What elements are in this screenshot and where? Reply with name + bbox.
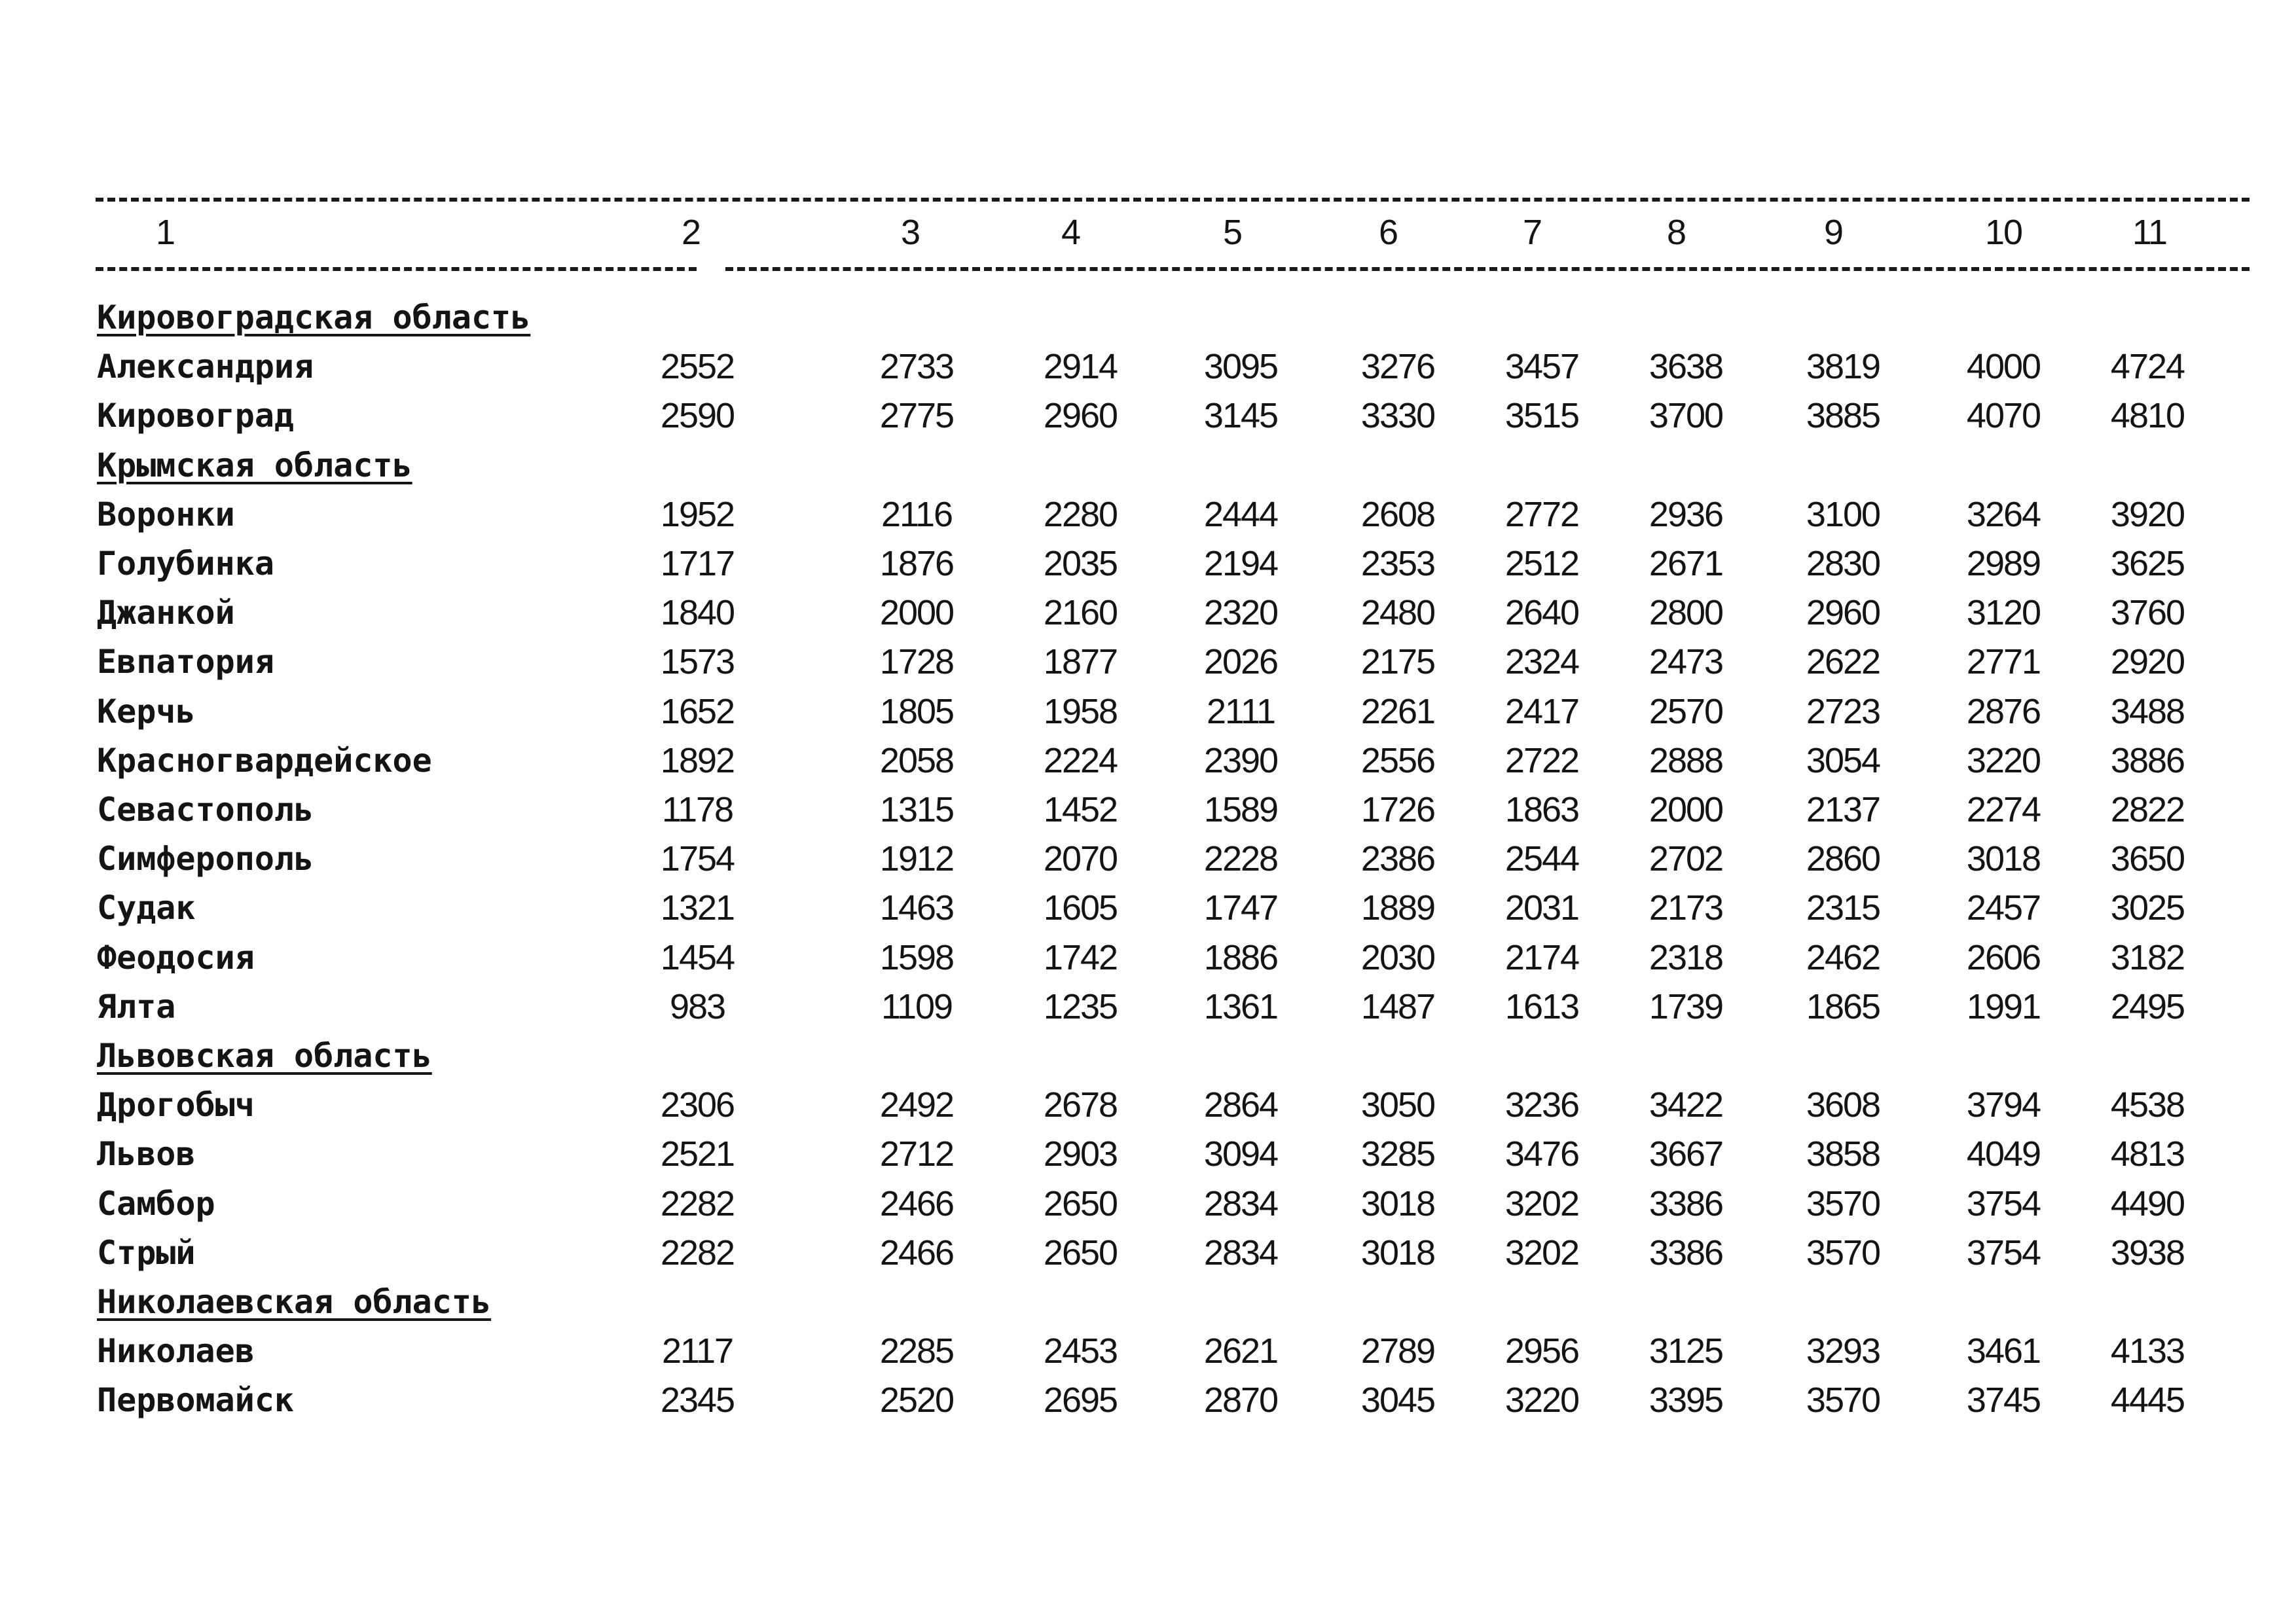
value-cell-col-5: 1361 bbox=[1203, 987, 1278, 1026]
value-cell-col-6: 2789 bbox=[1360, 1331, 1435, 1371]
city-name: Львов bbox=[97, 1135, 196, 1173]
value-cell-col-5: 2390 bbox=[1203, 741, 1278, 780]
value-cell-col-11: 4810 bbox=[2110, 396, 2185, 435]
value-cell-col-9: 2860 bbox=[1806, 839, 1880, 878]
value-cell-col-2: 2552 bbox=[660, 347, 735, 386]
value-cell-col-11: 4133 bbox=[2110, 1331, 2185, 1371]
value-cell-col-4: 2280 bbox=[1043, 495, 1118, 534]
value-cell-col-6: 3050 bbox=[1360, 1085, 1435, 1125]
value-cell-col-7: 2722 bbox=[1504, 741, 1579, 780]
city-name: Александрия bbox=[97, 348, 314, 386]
value-cell-col-10: 4070 bbox=[1966, 396, 2041, 435]
value-cell-col-6: 1487 bbox=[1360, 987, 1435, 1026]
value-cell-col-3: 1109 bbox=[881, 987, 953, 1026]
value-cell-col-10: 2771 bbox=[1966, 642, 2041, 681]
value-cell-col-3: 1315 bbox=[879, 790, 954, 829]
value-cell-col-2: 2117 bbox=[661, 1331, 733, 1371]
value-cell-col-11: 2495 bbox=[2110, 987, 2185, 1026]
table-row bbox=[0, 1081, 2296, 1129]
table-row bbox=[0, 1376, 2296, 1424]
value-cell-col-8: 3125 bbox=[1649, 1331, 1723, 1371]
value-cell-col-3: 1912 bbox=[879, 839, 954, 878]
value-cell-col-5: 3094 bbox=[1203, 1134, 1278, 1174]
value-cell-col-4: 2650 bbox=[1043, 1233, 1118, 1272]
value-cell-col-5: 2026 bbox=[1203, 642, 1278, 681]
value-cell-col-9: 2830 bbox=[1806, 544, 1880, 583]
value-cell-col-6: 2175 bbox=[1360, 642, 1435, 681]
value-cell-col-10: 2606 bbox=[1966, 938, 2041, 977]
value-cell-col-11: 3938 bbox=[2110, 1233, 2185, 1272]
value-cell-col-9: 3100 bbox=[1806, 495, 1880, 534]
value-cell-col-6: 3276 bbox=[1360, 347, 1435, 386]
value-cell-col-9: 3819 bbox=[1806, 347, 1880, 386]
value-cell-col-4: 2160 bbox=[1043, 593, 1118, 632]
table-row bbox=[0, 1180, 2296, 1228]
value-cell-col-2: 1178 bbox=[661, 790, 733, 829]
value-cell-col-8: 2671 bbox=[1649, 544, 1723, 583]
value-cell-col-8: 3386 bbox=[1649, 1184, 1723, 1223]
table-row bbox=[0, 490, 2296, 539]
value-cell-col-11: 3625 bbox=[2110, 544, 2185, 583]
region-heading: Львовская область bbox=[97, 1037, 432, 1075]
value-cell-col-5: 1747 bbox=[1203, 888, 1278, 928]
region-heading: Николаевская область bbox=[97, 1283, 492, 1321]
value-cell-col-8: 2800 bbox=[1649, 593, 1723, 632]
table-row bbox=[0, 736, 2296, 785]
value-cell-col-9: 2622 bbox=[1806, 642, 1880, 681]
value-cell-col-3: 1598 bbox=[879, 938, 954, 977]
value-cell-col-6: 3285 bbox=[1360, 1134, 1435, 1174]
region-heading: Крымская область bbox=[97, 446, 412, 484]
value-cell-col-7: 3220 bbox=[1504, 1380, 1579, 1420]
value-cell-col-4: 1452 bbox=[1043, 790, 1118, 829]
value-cell-col-10: 1991 bbox=[1966, 987, 2041, 1026]
value-cell-col-11: 4538 bbox=[2110, 1085, 2185, 1125]
value-cell-col-7: 2324 bbox=[1504, 642, 1579, 681]
value-cell-col-4: 2035 bbox=[1043, 544, 1118, 583]
value-cell-col-4: 1235 bbox=[1043, 987, 1118, 1026]
value-cell-col-9: 3885 bbox=[1806, 396, 1880, 435]
value-cell-col-2: 2521 bbox=[660, 1134, 735, 1174]
value-cell-col-3: 2466 bbox=[879, 1184, 954, 1223]
header-bottom-rule-left bbox=[96, 267, 697, 271]
value-cell-col-11: 3650 bbox=[2110, 839, 2185, 878]
table-row bbox=[0, 983, 2296, 1031]
value-cell-col-6: 2030 bbox=[1360, 938, 1435, 977]
column-header-3: 3 bbox=[900, 213, 920, 252]
value-cell-col-5: 2834 bbox=[1203, 1184, 1278, 1223]
city-name: Симферополь bbox=[97, 840, 314, 878]
table-row bbox=[0, 1327, 2296, 1375]
value-cell-col-7: 2512 bbox=[1504, 544, 1579, 583]
value-cell-col-8: 2702 bbox=[1649, 839, 1723, 878]
value-cell-col-5: 2228 bbox=[1203, 839, 1278, 878]
value-cell-col-9: 3608 bbox=[1806, 1085, 1880, 1125]
region-heading: Кировоградская область bbox=[97, 298, 531, 336]
city-name: Воронки bbox=[97, 496, 235, 533]
value-cell-col-5: 2111 bbox=[1206, 692, 1275, 731]
column-header-2: 2 bbox=[681, 213, 701, 252]
value-cell-col-11: 2822 bbox=[2110, 790, 2185, 829]
table-row bbox=[0, 1130, 2296, 1178]
value-cell-col-11: 3025 bbox=[2110, 888, 2185, 928]
city-name: Керчь bbox=[97, 693, 196, 731]
value-cell-col-11: 4445 bbox=[2110, 1380, 2185, 1420]
value-cell-col-9: 3570 bbox=[1806, 1380, 1880, 1420]
column-header-9: 9 bbox=[1823, 213, 1843, 252]
value-cell-col-2: 1952 bbox=[660, 495, 735, 534]
table-row bbox=[0, 884, 2296, 932]
header-bottom-rule-right bbox=[725, 267, 2250, 271]
value-cell-col-10: 3461 bbox=[1966, 1331, 2041, 1371]
value-cell-col-6: 2261 bbox=[1360, 692, 1435, 731]
value-cell-col-5: 1886 bbox=[1203, 938, 1278, 977]
value-cell-col-9: 3858 bbox=[1806, 1134, 1880, 1174]
value-cell-col-11: 3182 bbox=[2110, 938, 2185, 977]
value-cell-col-2: 2345 bbox=[660, 1380, 735, 1420]
value-cell-col-3: 2058 bbox=[879, 741, 954, 780]
value-cell-col-10: 3120 bbox=[1966, 593, 2041, 632]
value-cell-col-3: 2733 bbox=[879, 347, 954, 386]
value-cell-col-4: 1605 bbox=[1043, 888, 1118, 928]
value-cell-col-11: 3488 bbox=[2110, 692, 2185, 731]
value-cell-col-6: 1726 bbox=[1360, 790, 1435, 829]
value-cell-col-11: 3920 bbox=[2110, 495, 2185, 534]
value-cell-col-8: 3667 bbox=[1649, 1134, 1723, 1174]
value-cell-col-2: 2282 bbox=[660, 1233, 735, 1272]
value-cell-col-3: 2492 bbox=[879, 1085, 954, 1125]
value-cell-col-10: 3220 bbox=[1966, 741, 2041, 780]
value-cell-col-7: 3457 bbox=[1504, 347, 1579, 386]
value-cell-col-7: 2956 bbox=[1504, 1331, 1579, 1371]
column-header-1: 1 bbox=[155, 213, 175, 252]
value-cell-col-7: 2640 bbox=[1504, 593, 1579, 632]
value-cell-col-6: 2353 bbox=[1360, 544, 1435, 583]
value-cell-col-8: 1739 bbox=[1649, 987, 1723, 1026]
table-row bbox=[0, 835, 2296, 883]
value-cell-col-5: 1589 bbox=[1203, 790, 1278, 829]
value-cell-col-7: 3515 bbox=[1504, 396, 1579, 435]
value-cell-col-4: 2453 bbox=[1043, 1331, 1118, 1371]
value-cell-col-9: 2315 bbox=[1806, 888, 1880, 928]
value-cell-col-10: 3754 bbox=[1966, 1184, 2041, 1223]
value-cell-col-8: 2000 bbox=[1649, 790, 1723, 829]
city-name: Стрый bbox=[97, 1234, 196, 1272]
city-name: Красногвардейское bbox=[97, 742, 432, 780]
table-row bbox=[0, 638, 2296, 686]
value-cell-col-10: 2876 bbox=[1966, 692, 2041, 731]
table-row bbox=[0, 588, 2296, 637]
city-name: Севастополь bbox=[97, 791, 314, 829]
value-cell-col-2: 2306 bbox=[660, 1085, 735, 1125]
value-cell-col-3: 2712 bbox=[879, 1134, 954, 1174]
value-cell-col-2: 2282 bbox=[660, 1184, 735, 1223]
value-cell-col-6: 3018 bbox=[1360, 1233, 1435, 1272]
city-name: Первомайск bbox=[97, 1381, 295, 1419]
value-cell-col-10: 4049 bbox=[1966, 1134, 2041, 1174]
value-cell-col-7: 2031 bbox=[1504, 888, 1579, 928]
value-cell-col-3: 2466 bbox=[879, 1233, 954, 1272]
value-cell-col-2: 2590 bbox=[660, 396, 735, 435]
value-cell-col-10: 3018 bbox=[1966, 839, 2041, 878]
value-cell-col-8: 3700 bbox=[1649, 396, 1723, 435]
value-cell-col-10: 2989 bbox=[1966, 544, 2041, 583]
value-cell-col-9: 3570 bbox=[1806, 1184, 1880, 1223]
value-cell-col-7: 3202 bbox=[1504, 1184, 1579, 1223]
column-header-10: 10 bbox=[1984, 213, 2022, 252]
value-cell-col-7: 2544 bbox=[1504, 839, 1579, 878]
value-cell-col-11: 2920 bbox=[2110, 642, 2185, 681]
value-cell-col-9: 1865 bbox=[1806, 987, 1880, 1026]
city-name: Николаев bbox=[97, 1332, 255, 1370]
value-cell-col-5: 2444 bbox=[1203, 495, 1278, 534]
value-cell-col-6: 2608 bbox=[1360, 495, 1435, 534]
value-cell-col-4: 2960 bbox=[1043, 396, 1118, 435]
column-header-6: 6 bbox=[1378, 213, 1398, 252]
value-cell-col-3: 1876 bbox=[879, 544, 954, 583]
value-cell-col-2: 983 bbox=[669, 987, 725, 1026]
value-cell-col-5: 2834 bbox=[1203, 1233, 1278, 1272]
table-top-rule bbox=[96, 198, 2250, 202]
city-name: Голубинка bbox=[97, 545, 274, 583]
value-cell-col-3: 2775 bbox=[879, 396, 954, 435]
value-cell-col-6: 1889 bbox=[1360, 888, 1435, 928]
value-cell-col-11: 4813 bbox=[2110, 1134, 2185, 1174]
value-cell-col-3: 1728 bbox=[879, 642, 954, 681]
value-cell-col-10: 3264 bbox=[1966, 495, 2041, 534]
table-row bbox=[0, 342, 2296, 391]
value-cell-col-5: 2621 bbox=[1203, 1331, 1278, 1371]
value-cell-col-4: 1958 bbox=[1043, 692, 1118, 731]
value-cell-col-2: 1754 bbox=[660, 839, 735, 878]
table-row bbox=[0, 933, 2296, 982]
value-cell-col-9: 3054 bbox=[1806, 741, 1880, 780]
value-cell-col-3: 1805 bbox=[879, 692, 954, 731]
table-row bbox=[0, 391, 2296, 440]
table-row bbox=[0, 687, 2296, 736]
column-header-8: 8 bbox=[1666, 213, 1686, 252]
value-cell-col-5: 3145 bbox=[1203, 396, 1278, 435]
value-cell-col-10: 3754 bbox=[1966, 1233, 2041, 1272]
value-cell-col-4: 2903 bbox=[1043, 1134, 1118, 1174]
table-row bbox=[0, 785, 2296, 834]
value-cell-col-9: 2462 bbox=[1806, 938, 1880, 977]
value-cell-col-5: 3095 bbox=[1203, 347, 1278, 386]
value-cell-col-5: 2194 bbox=[1203, 544, 1278, 583]
value-cell-col-4: 2695 bbox=[1043, 1380, 1118, 1420]
value-cell-col-7: 2772 bbox=[1504, 495, 1579, 534]
value-cell-col-9: 3293 bbox=[1806, 1331, 1880, 1371]
value-cell-col-7: 3202 bbox=[1504, 1233, 1579, 1272]
value-cell-col-6: 3045 bbox=[1360, 1380, 1435, 1420]
city-name: Судак bbox=[97, 889, 196, 927]
value-cell-col-7: 3476 bbox=[1504, 1134, 1579, 1174]
value-cell-col-4: 1742 bbox=[1043, 938, 1118, 977]
value-cell-col-3: 2285 bbox=[879, 1331, 954, 1371]
value-cell-col-9: 2723 bbox=[1806, 692, 1880, 731]
column-header-4: 4 bbox=[1061, 213, 1080, 252]
value-cell-col-3: 2116 bbox=[881, 495, 953, 534]
value-cell-col-6: 3330 bbox=[1360, 396, 1435, 435]
value-cell-col-7: 2417 bbox=[1504, 692, 1579, 731]
value-cell-col-7: 3236 bbox=[1504, 1085, 1579, 1125]
table-row bbox=[0, 539, 2296, 588]
value-cell-col-4: 2650 bbox=[1043, 1184, 1118, 1223]
value-cell-col-2: 1892 bbox=[660, 741, 735, 780]
city-name: Ялта bbox=[97, 988, 176, 1026]
city-name: Джанкой bbox=[97, 594, 235, 632]
value-cell-col-9: 2960 bbox=[1806, 593, 1880, 632]
city-name: Дрогобыч bbox=[97, 1086, 255, 1124]
value-cell-col-4: 2914 bbox=[1043, 347, 1118, 386]
value-cell-col-6: 3018 bbox=[1360, 1184, 1435, 1223]
value-cell-col-7: 2174 bbox=[1504, 938, 1579, 977]
value-cell-col-6: 2480 bbox=[1360, 593, 1435, 632]
value-cell-col-8: 3395 bbox=[1649, 1380, 1723, 1420]
value-cell-col-11: 3886 bbox=[2110, 741, 2185, 780]
value-cell-col-3: 2000 bbox=[879, 593, 954, 632]
value-cell-col-8: 3638 bbox=[1649, 347, 1723, 386]
value-cell-col-9: 3570 bbox=[1806, 1233, 1880, 1272]
value-cell-col-11: 3760 bbox=[2110, 593, 2185, 632]
value-cell-col-10: 3745 bbox=[1966, 1380, 2041, 1420]
value-cell-col-8: 2936 bbox=[1649, 495, 1723, 534]
value-cell-col-4: 2224 bbox=[1043, 741, 1118, 780]
value-cell-col-4: 1877 bbox=[1043, 642, 1118, 681]
value-cell-col-8: 2888 bbox=[1649, 741, 1723, 780]
value-cell-col-8: 2473 bbox=[1649, 642, 1723, 681]
value-cell-col-3: 2520 bbox=[879, 1380, 954, 1420]
value-cell-col-5: 2320 bbox=[1203, 593, 1278, 632]
value-cell-col-3: 1463 bbox=[879, 888, 954, 928]
table-row bbox=[0, 1229, 2296, 1277]
value-cell-col-4: 2070 bbox=[1043, 839, 1118, 878]
value-cell-col-8: 2173 bbox=[1649, 888, 1723, 928]
value-cell-col-8: 3386 bbox=[1649, 1233, 1723, 1272]
city-name: Самбор bbox=[97, 1185, 215, 1223]
column-header-5: 5 bbox=[1222, 213, 1242, 252]
value-cell-col-8: 3422 bbox=[1649, 1085, 1723, 1125]
value-cell-col-11: 4490 bbox=[2110, 1184, 2185, 1223]
value-cell-col-2: 1573 bbox=[660, 642, 735, 681]
value-cell-col-9: 2137 bbox=[1806, 790, 1880, 829]
value-cell-col-6: 2556 bbox=[1360, 741, 1435, 780]
value-cell-col-2: 1321 bbox=[660, 888, 735, 928]
value-cell-col-10: 2274 bbox=[1966, 790, 2041, 829]
value-cell-col-2: 1840 bbox=[660, 593, 735, 632]
value-cell-col-2: 1717 bbox=[660, 544, 735, 583]
value-cell-col-2: 1454 bbox=[660, 938, 735, 977]
value-cell-col-11: 4724 bbox=[2110, 347, 2185, 386]
value-cell-col-10: 3794 bbox=[1966, 1085, 2041, 1125]
value-cell-col-7: 1863 bbox=[1504, 790, 1579, 829]
column-header-11: 11 bbox=[2132, 213, 2167, 252]
city-name: Евпатория bbox=[97, 643, 274, 681]
value-cell-col-10: 2457 bbox=[1966, 888, 2041, 928]
value-cell-col-2: 1652 bbox=[660, 692, 735, 731]
value-cell-col-10: 4000 bbox=[1966, 347, 2041, 386]
city-name: Кировоград bbox=[97, 397, 295, 435]
value-cell-col-5: 2864 bbox=[1203, 1085, 1278, 1125]
value-cell-col-5: 2870 bbox=[1203, 1380, 1278, 1420]
value-cell-col-7: 1613 bbox=[1504, 987, 1579, 1026]
column-header-7: 7 bbox=[1522, 213, 1542, 252]
value-cell-col-8: 2570 bbox=[1649, 692, 1723, 731]
value-cell-col-4: 2678 bbox=[1043, 1085, 1118, 1125]
city-name: Феодосия bbox=[97, 939, 255, 977]
value-cell-col-8: 2318 bbox=[1649, 938, 1723, 977]
value-cell-col-6: 2386 bbox=[1360, 839, 1435, 878]
